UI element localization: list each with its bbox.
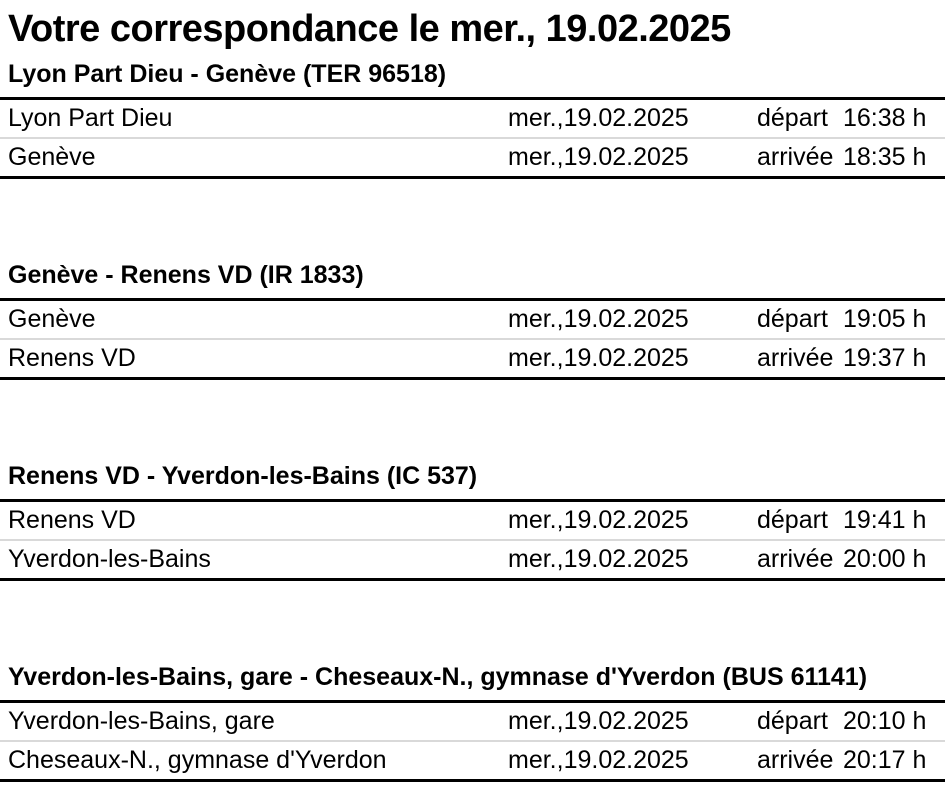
table-row-departure [0,100,945,137]
table-row-arrival [0,740,945,779]
event-time-cell [757,143,945,172]
table-row-arrival [0,539,945,578]
event-time-cell [757,545,945,574]
event-label: arrivée [757,746,834,774]
leg-section-4 [0,663,945,782]
station-name: Cheseaux-N., gymnase d'Yverdon [8,746,387,774]
leg-title: Yverdon-les-Bains, gare - Cheseaux-N., gymnase d'Yverdon (BUS 61141) [8,663,868,691]
station-name: Genève [8,305,96,333]
page-title: Votre correspondance le mer., 19.02.2025 [8,8,731,50]
leg-title: Renens VD - Yverdon-les-Bains (IC 537) [8,462,478,490]
time-value: 18:35 h [843,143,927,171]
table-row-departure [0,301,945,338]
travel-date: mer.,19.02.2025 [508,305,689,333]
station-name: Renens VD [8,344,136,372]
event-time-cell [757,746,945,775]
station-name: Genève [8,143,96,171]
event-time-cell [757,707,945,736]
time-value: 19:41 h [843,506,927,534]
travel-date: mer.,19.02.2025 [508,344,689,372]
event-label: départ [757,707,828,735]
time-value: 20:17 h [843,746,927,774]
table-row-departure [0,703,945,740]
table-row-departure [0,502,945,539]
event-time-cell [757,344,945,373]
leg-section-1 [0,60,945,179]
table-row-arrival [0,338,945,377]
time-value: 20:00 h [843,545,927,573]
time-value: 19:37 h [843,344,927,372]
time-value: 20:10 h [843,707,927,735]
event-time-cell [757,506,945,535]
event-label: arrivée [757,545,834,573]
station-name: Yverdon-les-Bains, gare [8,707,275,735]
station-name: Renens VD [8,506,136,534]
event-time-cell [757,104,945,133]
leg-table [0,700,945,782]
event-label: arrivée [757,344,834,372]
time-value: 16:38 h [843,104,927,132]
travel-date: mer.,19.02.2025 [508,143,689,171]
travel-date: mer.,19.02.2025 [508,104,689,132]
leg-table [0,499,945,581]
travel-date: mer.,19.02.2025 [508,506,689,534]
leg-title: Genève - Renens VD (IR 1833) [8,261,364,289]
travel-date: mer.,19.02.2025 [508,545,689,573]
leg-section-2 [0,261,945,380]
time-value: 19:05 h [843,305,927,333]
table-row-arrival [0,137,945,176]
event-label: départ [757,506,828,534]
leg-section-3 [0,462,945,581]
event-label: départ [757,305,828,333]
event-time-cell [757,305,945,334]
event-label: départ [757,104,828,132]
leg-table [0,298,945,380]
travel-date: mer.,19.02.2025 [508,746,689,774]
station-name: Yverdon-les-Bains [8,545,211,573]
leg-title: Lyon Part Dieu - Genève (TER 96518) [8,60,447,88]
station-name: Lyon Part Dieu [8,104,173,132]
leg-table [0,97,945,179]
event-label: arrivée [757,143,834,171]
travel-date: mer.,19.02.2025 [508,707,689,735]
